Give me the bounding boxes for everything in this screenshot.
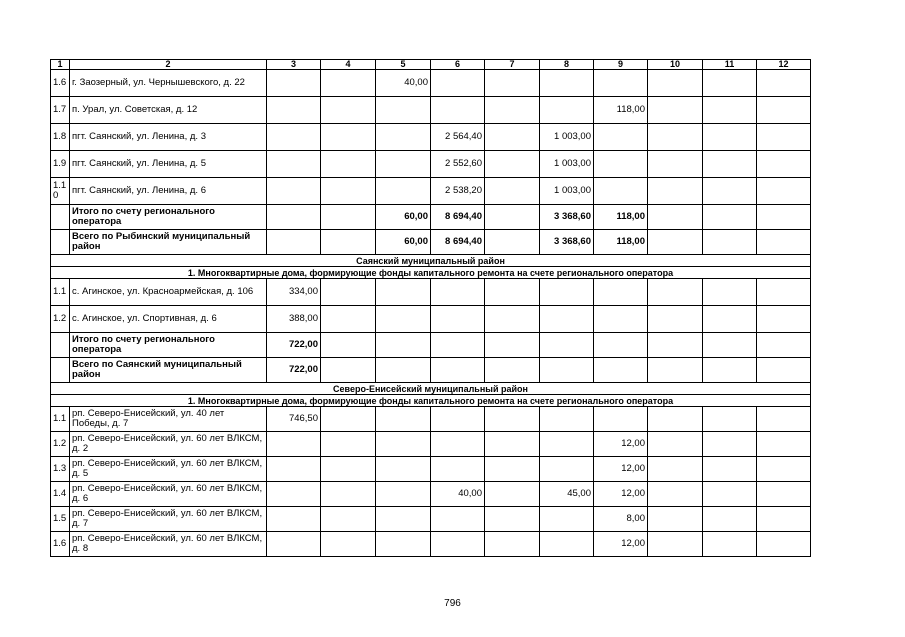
table-row xyxy=(51,482,811,507)
value-cell xyxy=(485,482,540,507)
address-cell: рп. Северо-Енисейский, ул. 60 лет ВЛКСМ, д. 6 xyxy=(70,482,267,507)
value-cell xyxy=(648,97,703,124)
section-title: Саянский муниципальный район xyxy=(51,255,811,267)
address-cell: рп. Северо-Енисейский, ул. 60 лет ВЛКСМ, д. 5 xyxy=(70,457,267,482)
row-index xyxy=(51,358,70,383)
value-cell xyxy=(703,333,757,358)
section-header-row xyxy=(51,383,811,395)
address-cell: пгт. Саянский, ул. Ленина, д. 6 xyxy=(70,178,267,205)
value-cell xyxy=(376,532,431,557)
value-cell xyxy=(376,178,431,205)
total-row xyxy=(51,230,811,255)
value-cell xyxy=(594,124,648,151)
table-row xyxy=(51,306,811,333)
value-cell xyxy=(648,306,703,333)
value-cell: 118,00 xyxy=(594,230,648,255)
value-cell: 12,00 xyxy=(594,432,648,457)
value-cell: 2 564,40 xyxy=(431,124,485,151)
value-cell xyxy=(321,407,376,432)
value-cell xyxy=(485,230,540,255)
value-cell xyxy=(648,230,703,255)
total-row xyxy=(51,358,811,383)
value-cell xyxy=(321,70,376,97)
value-cell xyxy=(703,205,757,230)
value-cell xyxy=(594,279,648,306)
value-cell xyxy=(267,482,321,507)
table-row xyxy=(51,70,811,97)
row-index: 1.6 xyxy=(51,70,70,97)
value-cell: 746,50 xyxy=(267,407,321,432)
value-cell xyxy=(321,306,376,333)
value-cell xyxy=(321,358,376,383)
value-cell xyxy=(757,358,811,383)
row-index: 1.2 xyxy=(51,306,70,333)
value-cell xyxy=(540,532,594,557)
value-cell xyxy=(376,432,431,457)
value-cell: 8,00 xyxy=(594,507,648,532)
row-index xyxy=(51,333,70,358)
value-cell xyxy=(321,279,376,306)
value-cell xyxy=(648,124,703,151)
value-cell xyxy=(431,97,485,124)
value-cell xyxy=(757,306,811,333)
section-title: 1. Многоквартирные дома, формирующие фонды капитального ремонта на счете регионального оператора xyxy=(51,395,811,407)
value-cell xyxy=(321,532,376,557)
value-cell xyxy=(376,279,431,306)
value-cell xyxy=(485,306,540,333)
value-cell xyxy=(703,358,757,383)
value-cell xyxy=(267,178,321,205)
row-index xyxy=(51,205,70,230)
column-header: 6 xyxy=(431,60,485,70)
value-cell xyxy=(648,205,703,230)
column-header: 11 xyxy=(703,60,757,70)
address-cell: пгт. Саянский, ул. Ленина, д. 3 xyxy=(70,124,267,151)
address-cell: рп. Северо-Енисейский, ул. 40 лет Победы, д. 7 xyxy=(70,407,267,432)
value-cell xyxy=(321,432,376,457)
value-cell xyxy=(321,205,376,230)
value-cell xyxy=(431,507,485,532)
value-cell xyxy=(703,306,757,333)
value-cell xyxy=(540,432,594,457)
value-cell xyxy=(703,407,757,432)
value-cell: 2 552,60 xyxy=(431,151,485,178)
value-cell xyxy=(376,457,431,482)
value-cell xyxy=(594,70,648,97)
value-cell: 1 003,00 xyxy=(540,124,594,151)
value-cell xyxy=(485,358,540,383)
repair-plan-table xyxy=(50,59,811,557)
value-cell xyxy=(321,482,376,507)
value-cell xyxy=(757,407,811,432)
value-cell xyxy=(376,482,431,507)
row-index: 1.5 xyxy=(51,507,70,532)
value-cell xyxy=(376,151,431,178)
value-cell xyxy=(540,70,594,97)
address-cell: с. Агинское, ул. Красноармейская, д. 106 xyxy=(70,279,267,306)
value-cell xyxy=(703,432,757,457)
value-cell xyxy=(757,230,811,255)
table-row xyxy=(51,432,811,457)
value-cell xyxy=(594,151,648,178)
value-cell xyxy=(757,178,811,205)
value-cell: 12,00 xyxy=(594,532,648,557)
row-index: 1.4 xyxy=(51,482,70,507)
row-index: 1.2 xyxy=(51,432,70,457)
value-cell xyxy=(648,279,703,306)
value-cell: 1 003,00 xyxy=(540,178,594,205)
column-header: 9 xyxy=(594,60,648,70)
value-cell: 12,00 xyxy=(594,457,648,482)
value-cell xyxy=(703,124,757,151)
value-cell xyxy=(321,97,376,124)
value-cell xyxy=(540,358,594,383)
value-cell xyxy=(648,532,703,557)
value-cell xyxy=(485,178,540,205)
address-cell: рп. Северо-Енисейский, ул. 60 лет ВЛКСМ, д. 7 xyxy=(70,507,267,532)
address-cell: Итого по счету регионального оператора xyxy=(70,205,267,230)
value-cell xyxy=(485,507,540,532)
value-cell xyxy=(703,151,757,178)
value-cell xyxy=(267,97,321,124)
row-index: 1.6 xyxy=(51,532,70,557)
value-cell xyxy=(267,230,321,255)
column-header: 7 xyxy=(485,60,540,70)
column-header: 5 xyxy=(376,60,431,70)
address-cell: Итого по счету регионального оператора xyxy=(70,333,267,358)
value-cell xyxy=(431,333,485,358)
address-cell: г. Заозерный, ул. Чернышевского, д. 22 xyxy=(70,70,267,97)
value-cell xyxy=(540,333,594,358)
column-header: 2 xyxy=(70,60,267,70)
value-cell xyxy=(376,507,431,532)
column-header-row xyxy=(51,60,811,70)
value-cell xyxy=(267,457,321,482)
address-cell: Всего по Рыбинский муниципальный район xyxy=(70,230,267,255)
value-cell: 3 368,60 xyxy=(540,230,594,255)
value-cell: 8 694,40 xyxy=(431,230,485,255)
value-cell xyxy=(540,306,594,333)
value-cell xyxy=(648,507,703,532)
value-cell xyxy=(321,457,376,482)
table-body xyxy=(51,60,811,557)
total-row xyxy=(51,205,811,230)
row-index xyxy=(51,230,70,255)
value-cell: 118,00 xyxy=(594,97,648,124)
table-row xyxy=(51,151,811,178)
value-cell xyxy=(321,151,376,178)
value-cell xyxy=(376,97,431,124)
row-index: 1.3 xyxy=(51,457,70,482)
value-cell xyxy=(431,70,485,97)
value-cell xyxy=(485,124,540,151)
row-index: 1.1 xyxy=(51,407,70,432)
value-cell xyxy=(648,70,703,97)
value-cell xyxy=(431,407,485,432)
address-cell: рп. Северо-Енисейский, ул. 60 лет ВЛКСМ, д. 8 xyxy=(70,532,267,557)
value-cell xyxy=(648,407,703,432)
value-cell xyxy=(485,407,540,432)
value-cell: 60,00 xyxy=(376,230,431,255)
value-cell xyxy=(485,333,540,358)
table-row xyxy=(51,97,811,124)
total-row xyxy=(51,333,811,358)
value-cell xyxy=(267,532,321,557)
value-cell xyxy=(267,205,321,230)
value-cell xyxy=(321,124,376,151)
row-index: 1.1 0 xyxy=(51,178,70,205)
value-cell xyxy=(376,124,431,151)
column-header: 4 xyxy=(321,60,376,70)
value-cell: 722,00 xyxy=(267,333,321,358)
value-cell xyxy=(431,358,485,383)
value-cell xyxy=(485,279,540,306)
value-cell xyxy=(703,532,757,557)
value-cell xyxy=(267,70,321,97)
value-cell xyxy=(703,178,757,205)
value-cell xyxy=(648,482,703,507)
address-cell: с. Агинское, ул. Спортивная, д. 6 xyxy=(70,306,267,333)
value-cell xyxy=(594,407,648,432)
value-cell: 2 538,20 xyxy=(431,178,485,205)
value-cell xyxy=(757,532,811,557)
value-cell xyxy=(321,507,376,532)
section-header-row xyxy=(51,395,811,407)
value-cell xyxy=(757,97,811,124)
value-cell xyxy=(431,532,485,557)
row-index: 1.8 xyxy=(51,124,70,151)
value-cell xyxy=(703,230,757,255)
value-cell xyxy=(485,457,540,482)
value-cell xyxy=(431,432,485,457)
value-cell xyxy=(757,482,811,507)
section-header-row xyxy=(51,267,811,279)
value-cell xyxy=(267,124,321,151)
address-cell: рп. Северо-Енисейский, ул. 60 лет ВЛКСМ, д. 2 xyxy=(70,432,267,457)
value-cell: 388,00 xyxy=(267,306,321,333)
value-cell xyxy=(594,333,648,358)
value-cell: 40,00 xyxy=(431,482,485,507)
section-header-row xyxy=(51,255,811,267)
value-cell xyxy=(703,457,757,482)
value-cell xyxy=(485,532,540,557)
value-cell xyxy=(376,358,431,383)
value-cell: 8 694,40 xyxy=(431,205,485,230)
value-cell xyxy=(321,333,376,358)
value-cell xyxy=(376,333,431,358)
value-cell: 1 003,00 xyxy=(540,151,594,178)
value-cell: 40,00 xyxy=(376,70,431,97)
value-cell: 722,00 xyxy=(267,358,321,383)
value-cell xyxy=(648,333,703,358)
value-cell xyxy=(703,97,757,124)
value-cell xyxy=(757,279,811,306)
section-title: Северо-Енисейский муниципальный район xyxy=(51,383,811,395)
value-cell xyxy=(376,407,431,432)
table-row xyxy=(51,457,811,482)
value-cell: 60,00 xyxy=(376,205,431,230)
value-cell xyxy=(757,70,811,97)
page-number: 796 xyxy=(444,598,461,609)
value-cell xyxy=(540,407,594,432)
value-cell xyxy=(267,432,321,457)
value-cell xyxy=(648,457,703,482)
value-cell xyxy=(485,151,540,178)
value-cell xyxy=(267,507,321,532)
section-title: 1. Многоквартирные дома, формирующие фонды капитального ремонта на счете регионального оператора xyxy=(51,267,811,279)
address-cell: п. Урал, ул. Советская, д. 12 xyxy=(70,97,267,124)
value-cell xyxy=(485,70,540,97)
value-cell xyxy=(540,279,594,306)
row-index: 1.9 xyxy=(51,151,70,178)
value-cell: 3 368,60 xyxy=(540,205,594,230)
value-cell xyxy=(703,507,757,532)
value-cell xyxy=(648,151,703,178)
value-cell xyxy=(648,178,703,205)
table-row xyxy=(51,507,811,532)
column-header: 8 xyxy=(540,60,594,70)
column-header: 1 xyxy=(51,60,70,70)
value-cell xyxy=(594,358,648,383)
table-row xyxy=(51,407,811,432)
value-cell xyxy=(485,205,540,230)
value-cell xyxy=(267,151,321,178)
value-cell xyxy=(431,306,485,333)
value-cell xyxy=(648,432,703,457)
value-cell xyxy=(321,230,376,255)
value-cell xyxy=(540,457,594,482)
table-row xyxy=(51,124,811,151)
column-header: 12 xyxy=(757,60,811,70)
value-cell: 12,00 xyxy=(594,482,648,507)
value-cell xyxy=(485,97,540,124)
address-cell: пгт. Саянский, ул. Ленина, д. 5 xyxy=(70,151,267,178)
column-header: 3 xyxy=(267,60,321,70)
value-cell xyxy=(594,178,648,205)
value-cell xyxy=(540,507,594,532)
column-header: 10 xyxy=(648,60,703,70)
value-cell xyxy=(757,507,811,532)
address-cell: Всего по Саянский муниципальный район xyxy=(70,358,267,383)
value-cell xyxy=(431,457,485,482)
value-cell xyxy=(703,482,757,507)
row-index: 1.7 xyxy=(51,97,70,124)
value-cell xyxy=(757,457,811,482)
value-cell xyxy=(485,432,540,457)
value-cell xyxy=(757,432,811,457)
value-cell xyxy=(431,279,485,306)
value-cell xyxy=(757,151,811,178)
value-cell xyxy=(376,306,431,333)
value-cell xyxy=(540,97,594,124)
row-index: 1.1 xyxy=(51,279,70,306)
value-cell xyxy=(703,279,757,306)
table-row xyxy=(51,178,811,205)
table-row xyxy=(51,279,811,306)
value-cell xyxy=(648,358,703,383)
value-cell: 334,00 xyxy=(267,279,321,306)
value-cell xyxy=(594,306,648,333)
table-row xyxy=(51,532,811,557)
value-cell xyxy=(703,70,757,97)
value-cell xyxy=(757,205,811,230)
value-cell xyxy=(757,124,811,151)
value-cell xyxy=(757,333,811,358)
value-cell: 118,00 xyxy=(594,205,648,230)
value-cell xyxy=(321,178,376,205)
value-cell: 45,00 xyxy=(540,482,594,507)
